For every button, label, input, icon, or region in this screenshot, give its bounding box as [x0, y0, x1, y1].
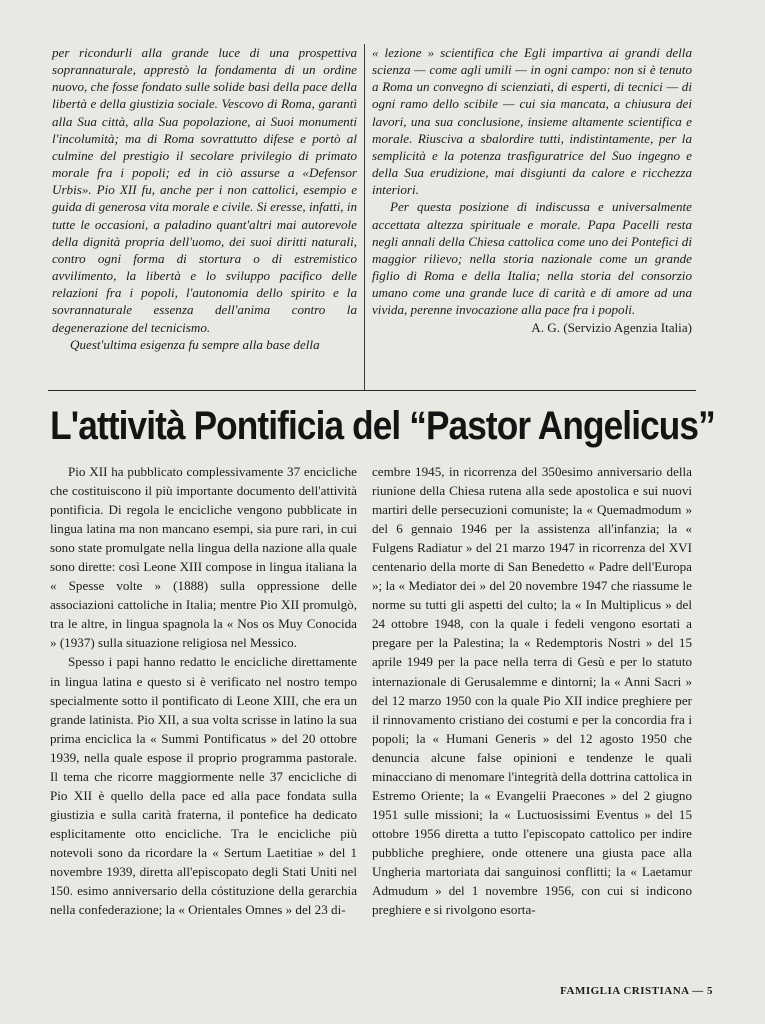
- section-rule: [48, 390, 696, 391]
- page-footer: FAMIGLIA CRISTIANA — 5: [560, 985, 713, 997]
- top-left-column: [52, 44, 357, 353]
- article-headline: L'attività Pontificia del “Pastor Angelicus”: [50, 404, 715, 448]
- bottom-right-column: [372, 462, 692, 919]
- bottom-left-column: [50, 462, 357, 919]
- bottom-left-paragraph-2: Spesso i papi hanno redatto le encicliche direttamente in lingua latina e questo si è verificato nel nostro tempo specialmente sotto il pontificato di Leone XIII, che era un grande latinista. Pio XII, a sua volta scrisse in latino la sua prima enciclica la « Summi Pontificatus » del 20 ottobre 1939, nella quale espose il proprio programma pastorale. Il tema che ricorre maggiormente nelle 37 encicliche di Pio XII è quello della pace ed alla pace fondata sulla giustizia e sulla carità fraterna, il pontefice ha dedicato esplicitamente otto encicliche. Tra le encicliche più notevoli sono da ricordare la « Sertum Laetitiae » del 1 novembre 1939, diretta all'episcopato degli Stati Uniti nel 150. esimo anniversario della cóstituzione della gerarchia nella confederazione; la « Orientales Omnes » del 23 di-: [50, 654, 357, 918]
- signature: A. G. (Servizio Agenzia Italia): [531, 319, 692, 335]
- bottom-left-paragraph-1: Pio XII ha pubblicato complessivamente 37 encicliche che costituiscono il più importante documento dell'attività pontificia. Di regola le encicliche vengono pubblicate in lingua latina ma non mancano esempi, sia pure rari, in cui sono state promulgate nella lingua della nazione alla quale sono dirette: così Leone XIII compose in lingua italiana la « Spesse volte » (1888) sulla oppressione delle associazioni cattoliche in Italia; mentre Pio XII promulgò, tra le altre, in lingua spagnola la « Nos os Muy Conocida » (1937) sulla situazione religiosa nel Messico.: [50, 464, 357, 651]
- top-right-paragraph-2: Per questa posizione di indiscussa e universalmente accettata altezza spirituale e morale. Papa Pacelli resta negli annali della Chiesa cattolica come uno dei Pontefici di maggior rilievo; nella storia nazionale come un grande figlio di Roma e della Italia; nella storia del consorzio umano come una grande luce di carità e di amore ad una vivida, perenne invocazione alla pace fra i popoli.: [372, 199, 692, 318]
- top-right-paragraph-1: « lezione » scientifica che Egli impartiva ai grandi della scienza — come agli umili — in ogni campo: non si è tenuto a Roma un convegno di scienziati, di esperti, di tecnici — di ogni ramo dello scibile — cui sia mancata, a chiusura dei lavori, una sua conclusione, insieme altamente scientifica e morale. Riusciva a sbalordire tutti, indistintamente, per la semplicità e la potenza trasfiguratrice del Suo ingegno e della Sua erudizione, mai disgiunti da calore e ricchezza interiori.: [372, 45, 692, 198]
- bottom-right-paragraph-1: cembre 1945, in ricorrenza del 350esimo anniversario della riunione della Chiesa rutena alla sede apostolica e sui nuovi martiri delle persecuzioni comuniste; la « Quemadmodum » del 6 gennaio 1946 per la assistenza all'infanzia; la « Fulgens Radiatur » del 21 marzo 1947 in ricorrenza del XVI centenario della morte di San Benedetto « Padre dell'Europa »; la « Mediator dei » del 20 novembre 1947 che riassume le norme su tutti gli aspetti del culto; la « In Multiplicus » del 24 ottobre 1948, con la quale i fedeli vengono esortati a pregare per la Palestina; la « Redemptoris Nostri » del 15 aprile 1949 per la pace nella terra di Gesù e per lo statuto internazionale di Gerusalemme e dintorni; la « Anni Sacri » del 12 marzo 1950 con la quale Pio XII indice preghiere per il rinnovamento cristiano dei costumi e per la concordia fra i popoli; la « Humani Generis » del 12 agosto 1950 che denuncia alcune false opinioni e tendenze le quali minacciano di menomare l'integrità della dottrina cattolica in Estremo Oriente; la « Evangelii Praecones » del 2 giugno 1951 sulle missioni; la « Luctuosissimi Eventus » del 15 ottobre 1956 diretta a tutto l'episcopato cattolico per indire pubbliche preghiere, onde ottenere una giusta pace alla Ungheria martoriata dai sanguinosi conflitti; la « Laetamur Admudum » del 1 novembre 1956, con cui si indicono preghiere e si rivolgono esorta-: [372, 464, 692, 918]
- top-right-column: [372, 44, 692, 336]
- top-left-paragraph: per ricondurli alla grande luce di una prospettiva soprannaturale, apprestò la fondamenta di un ordine nuovo, che fosse fondato sulle solide basi della pace della libertà e della giustizia sociale. Vescovo di Roma, garantì alla Sua città, alla Sua popolazione, ai Suoi monumenti l'incolumità; ma di Roma sovrattutto difese e portò al culmine del prestigio il secolare privilegio di primato morale fra i popoli; ed in ciò assurse a «Defensor Urbis». Pio XII fu, anche per i non cattolici, esempio e guida di generosa vita morale e civile. Si eresse, infatti, in tutte le occasioni, a paladino quant'altri mai autorevole della dignità propria dell'uomo, dei suoi diritti naturali, contro ogni forma di stortura o di estremistico avvilimento, la libertà e lo sviluppo pacifico delle relazioni fra i popoli, l'autonomia dello spirito e la sovrannaturale essenza dell'anima contro la degenerazione del tecnicismo.: [52, 45, 357, 335]
- top-left-last-line: Quest'ultima esigenza fu sempre alla base della: [70, 336, 320, 352]
- column-divider: [364, 44, 365, 390]
